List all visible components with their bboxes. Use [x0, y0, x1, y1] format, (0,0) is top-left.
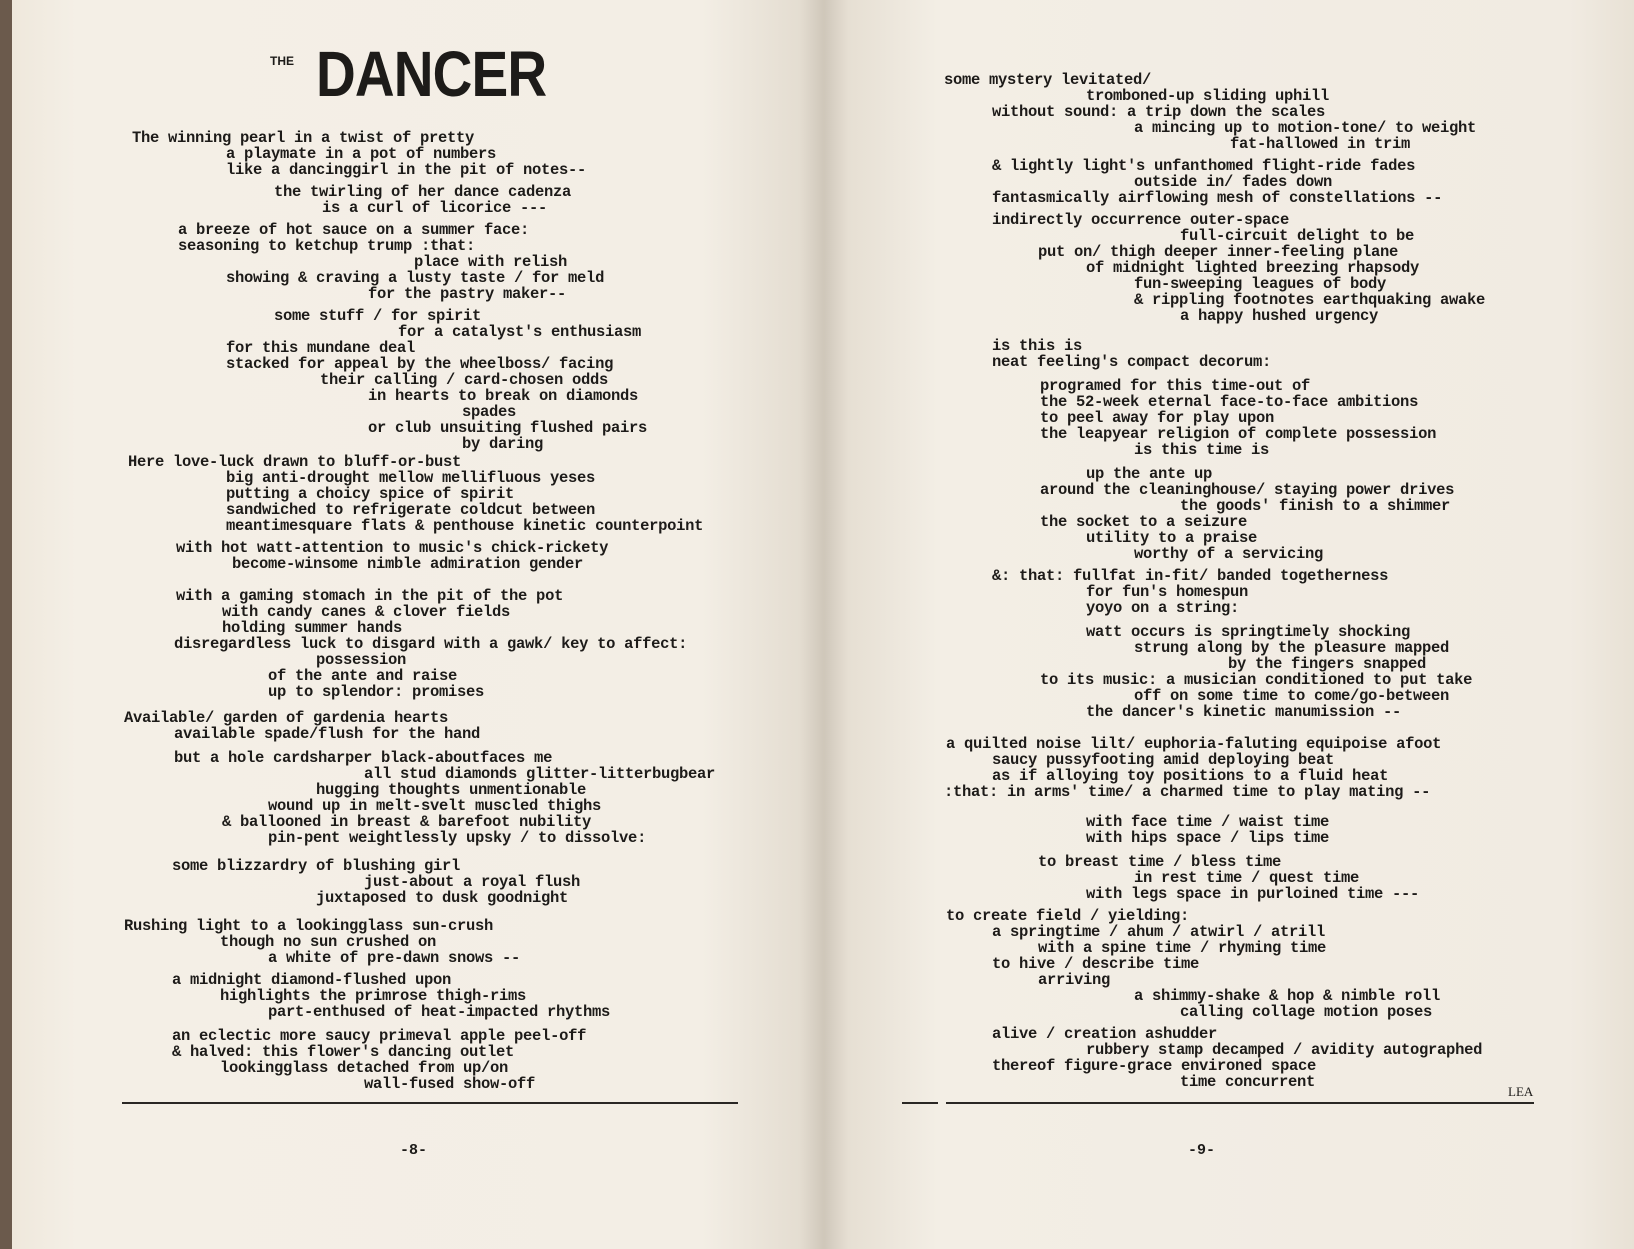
page-number: -9- [1188, 1142, 1216, 1159]
author-signature: LEA [1508, 1084, 1534, 1099]
poem-line: off on some time to come/go-between [1134, 687, 1450, 705]
poem-line: & halved: this flower's dancing outlet [172, 1043, 515, 1061]
poem-line: like a dancinggirl in the pit of notes-- [226, 161, 587, 179]
right-page [824, 0, 1634, 1249]
poem-line: a midnight diamond-flushed upon [172, 971, 452, 989]
poem-line: worthy of a servicing [1134, 545, 1324, 563]
poem-line: hugging thoughts unmentionable [316, 781, 587, 799]
poem-line: a springtime / ahum / atwirl / atrill [992, 923, 1326, 941]
poem-line: to breast time / bless time [1038, 853, 1282, 871]
poem-line: a breeze of hot sauce on a summer face: [178, 221, 530, 239]
poem-line: with legs space in purloined time --- [1086, 885, 1420, 903]
poem-line: a happy hushed urgency [1180, 307, 1379, 325]
poem-line: of midnight lighted breezing rhapsody [1086, 259, 1420, 277]
page-title: DANCER [316, 38, 547, 110]
title-prefix: THE [270, 54, 294, 68]
poem-line: all stud diamonds glitter-litterbugbear [364, 765, 716, 783]
poem-line: a playmate in a pot of numbers [226, 145, 497, 163]
poem-line: with hips space / lips time [1086, 829, 1330, 847]
poem-line: stacked for appeal by the wheelboss/ facing [226, 355, 614, 373]
poem-line: sandwiched to refrigerate coldcut between [226, 501, 596, 519]
poem-line: possession [316, 651, 407, 669]
poem-line: with a spine time / rhyming time [1038, 939, 1327, 957]
poem-line: seasoning to ketchup trump :that: [178, 237, 476, 255]
poem-line: outside in/ fades down [1134, 173, 1333, 191]
poem-line: to peel away for play upon [1040, 409, 1275, 427]
poem-line: in hearts to break on diamonds [368, 387, 639, 405]
poem-line: though no sun crushed on [220, 933, 437, 951]
poem-line: without sound: a trip down the scales [992, 103, 1326, 121]
bottom-rule-short [902, 1102, 938, 1104]
poem-line: neat feeling's compact decorum: [992, 353, 1272, 371]
poem-line: saucy pussyfooting amid deploying beat [992, 751, 1335, 769]
poem-line: some mystery levitated/ [944, 71, 1152, 89]
poem-line: around the cleaninghouse/ staying power drives [1040, 481, 1455, 499]
poem-line: & ballooned in breast & barefoot nubility [222, 813, 592, 831]
poem-line: up the ante up [1086, 465, 1213, 483]
poem-line: the goods' finish to a shimmer [1180, 497, 1451, 515]
poem-line: meantimesquare flats & penthouse kinetic counterpoint [226, 517, 704, 535]
poem-line: Rushing light to a lookingglass sun-crush [124, 917, 494, 935]
poem-line: full-circuit delight to be [1180, 227, 1415, 245]
poem-line: or club unsuiting flushed pairs [368, 419, 648, 437]
poem-line: part-enthused of heat-impacted rhythms [268, 1003, 611, 1021]
poem-line: watt occurs is springtimely shocking [1086, 623, 1411, 641]
poem-line: showing & craving a lusty taste / for meld [226, 269, 605, 287]
poem-line: with candy canes & clover fields [222, 603, 511, 621]
poem-line: is a curl of licorice --- [322, 199, 548, 217]
poem-line: time concurrent [1180, 1073, 1316, 1091]
poem-line: place with relish [414, 253, 568, 271]
poem-line: Here love-luck drawn to bluff-or-bust [128, 453, 462, 471]
poem-line: is this time is [1134, 441, 1270, 459]
bottom-rule [122, 1102, 738, 1104]
left-page [12, 0, 824, 1249]
poem-line: utility to a praise [1086, 529, 1258, 547]
poem-line: is this is [992, 337, 1083, 355]
poem-line: with hot watt-attention to music's chick-rickety [176, 539, 609, 557]
poem-line: the socket to a seizure [1040, 513, 1248, 531]
poem-line: spades [462, 403, 517, 421]
poem-line: some blizzardry of blushing girl [172, 857, 461, 875]
poem-line: for fun's homespun [1086, 583, 1249, 601]
poem-line: with face time / waist time [1086, 813, 1330, 831]
poem-line: wound up in melt-svelt muscled thighs [268, 797, 602, 815]
poem-line: holding summer hands [222, 619, 403, 637]
poem-line: alive / creation ashudder [992, 1025, 1218, 1043]
poem-line: with a gaming stomach in the pit of the pot [176, 587, 564, 605]
poem-line: the twirling of her dance cadenza [274, 183, 572, 201]
poem-line: available spade/flush for the hand [174, 725, 481, 743]
poem-line: rubbery stamp decamped / avidity autographed [1086, 1041, 1483, 1059]
poem-line: thereof figure-grace environed space [992, 1057, 1317, 1075]
poem-line: fun-sweeping leagues of body [1134, 275, 1387, 293]
poem-line: strung along by the pleasure mapped [1134, 639, 1450, 657]
bottom-rule [946, 1102, 1534, 1104]
poem-line: up to splendor: promises [268, 683, 485, 701]
poem-line: :that: in arms' time/ a charmed time to play mating -- [944, 783, 1431, 801]
poem-line: their calling / card-chosen odds [320, 371, 609, 389]
poem-line: some stuff / for spirit [274, 307, 482, 325]
poem-line: for a catalyst's enthusiasm [398, 323, 642, 341]
poem-line: a mincing up to motion-tone/ to weight [1134, 119, 1477, 137]
poem-line: highlights the primrose thigh-rims [220, 987, 527, 1005]
poem-line: arriving [1038, 971, 1111, 989]
poem-line: by the fingers snapped [1228, 655, 1427, 673]
poem-line: the leapyear religion of complete possession [1040, 425, 1437, 443]
poem-line: the dancer's kinetic manumission -- [1086, 703, 1402, 721]
poem-line: disregardless luck to disgard with a gawk/ key to affect: [174, 635, 688, 653]
poem-line: become-winsome nimble admiration gender [232, 555, 584, 573]
poem-line: programed for this time-out of [1040, 377, 1311, 395]
book-spread [12, 0, 1634, 1249]
page-number: -8- [400, 1142, 428, 1159]
poem-line: fat-hallowed in trim [1230, 135, 1411, 153]
poem-line: as if alloying toy positions to a fluid heat [992, 767, 1389, 785]
poem-line: an eclectic more saucy primeval apple peel-off [172, 1027, 587, 1045]
poem-line: juxtaposed to dusk goodnight [316, 889, 569, 907]
poem-line: a shimmy-shake & hop & nimble roll [1134, 987, 1441, 1005]
poem-line: to hive / describe time [992, 955, 1200, 973]
poem-line: to its music: a musician conditioned to put take [1040, 671, 1473, 689]
poem-line: of the ante and raise [268, 667, 458, 685]
poem-line: wall-fused show-off [364, 1075, 536, 1093]
poem-line: The winning pearl in a twist of pretty [132, 129, 475, 147]
poem-line: tromboned-up sliding uphill [1086, 87, 1330, 105]
poem-line: for the pastry maker-- [368, 285, 567, 303]
poem-line: but a hole cardsharper black-aboutfaces me [174, 749, 553, 767]
poem-line: the 52-week eternal face-to-face ambitions [1040, 393, 1419, 411]
poem-line: & rippling footnotes earthquaking awake [1134, 291, 1486, 309]
poem-line: for this mundane deal [226, 339, 416, 357]
poem-line: a quilted noise lilt/ euphoria-faluting equipoise afoot [946, 735, 1442, 753]
poem-line: lookingglass detached from up/on [220, 1059, 509, 1077]
poem-line: by daring [462, 435, 544, 453]
poem-line: to create field / yielding: [946, 907, 1190, 925]
poem-line: fantasmically airflowing mesh of constellations -- [992, 189, 1443, 207]
poem-line: &: that: fullfat in-fit/ banded togetherness [992, 567, 1389, 585]
poem-line: pin-pent weightlessly upsky / to dissolve: [268, 829, 647, 847]
poem-line: big anti-drought mellow mellifluous yeses [226, 469, 596, 487]
poem-line: put on/ thigh deeper inner-feeling plane [1038, 243, 1399, 261]
poem-line: yoyo on a string: [1086, 599, 1240, 617]
poem-line: & lightly light's unfanthomed flight-ride fades [992, 157, 1416, 175]
poem-line: just-about a royal flush [364, 873, 581, 891]
poem-line: a white of pre-dawn snows -- [268, 949, 521, 967]
poem-line: calling collage motion poses [1180, 1003, 1433, 1021]
poem-line: in rest time / quest time [1134, 869, 1360, 887]
poem-line: Available/ garden of gardenia hearts [124, 709, 449, 727]
poem-line: putting a choicy spice of spirit [226, 485, 515, 503]
poem-line: indirectly occurrence outer-space [992, 211, 1290, 229]
